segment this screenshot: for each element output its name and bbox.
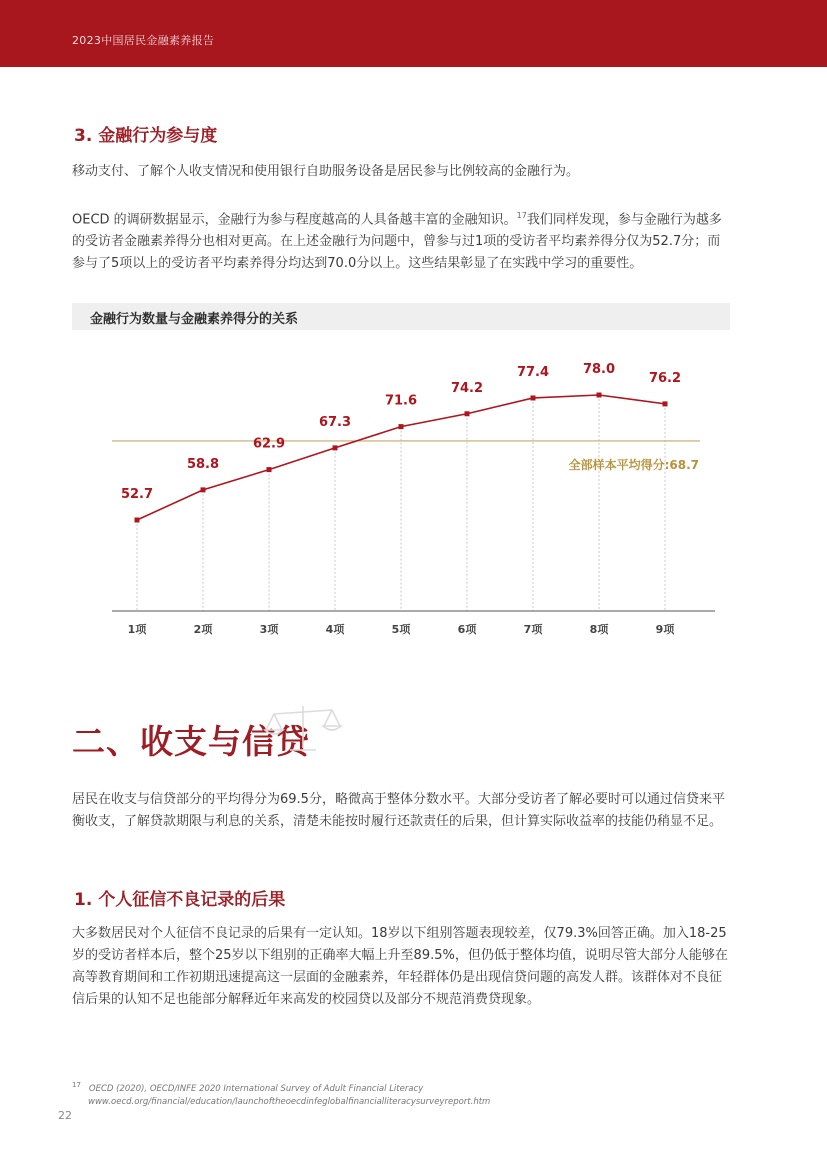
x-tick-label-1: 1项 xyxy=(127,623,147,636)
data-label-5: 71.6 xyxy=(384,393,418,409)
data-point-7 xyxy=(531,395,536,400)
data-point-3 xyxy=(267,467,272,472)
paragraph-oecd-part2: 我们同样发现，参与金融行为越多的受访者金融素养得分也相对更高。在上述金融行为问题中，曾参与过1项的受访者平均素养得分仅为52.7分；而参与了5项以上的受访者平均素养得分均达到70.0分以上。这些结果彰显了在实践中学习的重要性。 xyxy=(72,212,722,272)
subsection-heading-credit-record: 1. 个人征信不良记录的后果 xyxy=(74,890,286,910)
data-point-5 xyxy=(399,424,404,429)
paragraph-credit-record: 大多数居民对个人征信不良记录的后果有一定认知。18岁以下组别答题表现较差，仅79.3%回答正确。加入18-25岁的受访者样本后，整个25岁以下组别的正确率大幅上升至89.5%，但仍低于整体均值，说明尽管大部分人能够在高等教育期间和工作初期迅速提高这一层面的金融素养，年轻群体仍是出现信贷问题的高发人群。该群体对不良征信后果的认知不足也能部分解释近年来高发的校园贷以及部分不规范消费贷现象。 xyxy=(72,926,728,1007)
paragraph-income-credit: 居民在收支与信贷部分的平均得分为69.5分，略微高于整体分数水平。大部分受访者了解必要时可以通过信贷来平衡收支，了解贷款期限与利息的关系，清楚未能按时履行还款责任的后果，但计算实际收益率的技能仍稍显不足。 xyxy=(72,792,725,829)
chart-title: 金融行为数量与金融素养得分的关系 xyxy=(90,312,299,327)
data-point-8 xyxy=(597,393,602,398)
data-label-3: 62.9 xyxy=(252,436,286,452)
chart-title-bar xyxy=(72,303,730,330)
footnote-url[interactable]: www.oecd.org/financial/education/launchoftheoecdinfeglobalfinancialliteracysurveyreport.htm xyxy=(88,1096,491,1107)
x-tick-label-9: 9项 xyxy=(655,623,675,636)
x-tick-label-6: 6项 xyxy=(457,623,477,636)
report-title: 2023中国居民金融素养报告 xyxy=(72,34,215,47)
section-heading-financial-behavior: 3. 金融行为参与度 xyxy=(74,126,218,146)
x-tick-label-2: 2项 xyxy=(193,623,213,636)
balance-scale-icon xyxy=(262,700,344,760)
data-label-7: 77.4 xyxy=(516,364,550,380)
reference-label: 全部样本平均得分:68.7 xyxy=(568,457,699,472)
data-point-2 xyxy=(201,487,206,492)
data-point-6 xyxy=(465,411,470,416)
x-tick-label-8: 8项 xyxy=(589,623,609,636)
line-chart xyxy=(0,330,827,650)
x-tick-label-3: 3项 xyxy=(259,623,279,636)
footnote xyxy=(72,1079,490,1109)
paragraph-oecd-part1: OECD 的调研数据显示，金融行为参与程度越高的人具备越丰富的金融知识。 xyxy=(72,212,517,228)
data-label-2: 58.8 xyxy=(186,456,220,472)
data-label-8: 78.0 xyxy=(582,362,616,377)
paragraph-intro: 移动支付、了解个人收支情况和使用银行自助服务设备是居民参与比例较高的金融行为。 xyxy=(72,164,580,179)
x-tick-label-7: 7项 xyxy=(523,623,543,636)
footnote-text: OECD (2020), OECD/INFE 2020 International Survey of Adult Financial Literacy xyxy=(88,1083,424,1094)
footnote-number: 17 xyxy=(72,1081,81,1089)
paragraph-oecd xyxy=(72,205,732,275)
data-point-1 xyxy=(135,518,140,523)
data-label-1: 52.7 xyxy=(120,487,154,502)
chapter-heading-income-credit: 二、收支与信贷 xyxy=(72,722,310,761)
data-label-9: 76.2 xyxy=(648,370,682,386)
x-tick-label-4: 4项 xyxy=(325,623,345,636)
data-label-4: 67.3 xyxy=(318,414,352,430)
page-number: 22 xyxy=(58,1109,72,1122)
data-point-9 xyxy=(663,401,668,406)
x-tick-label-5: 5项 xyxy=(391,623,411,636)
data-label-6: 74.2 xyxy=(450,380,484,396)
footnote-marker[interactable]: 17 xyxy=(516,211,527,220)
header-bar xyxy=(0,0,827,67)
data-point-4 xyxy=(333,445,338,450)
